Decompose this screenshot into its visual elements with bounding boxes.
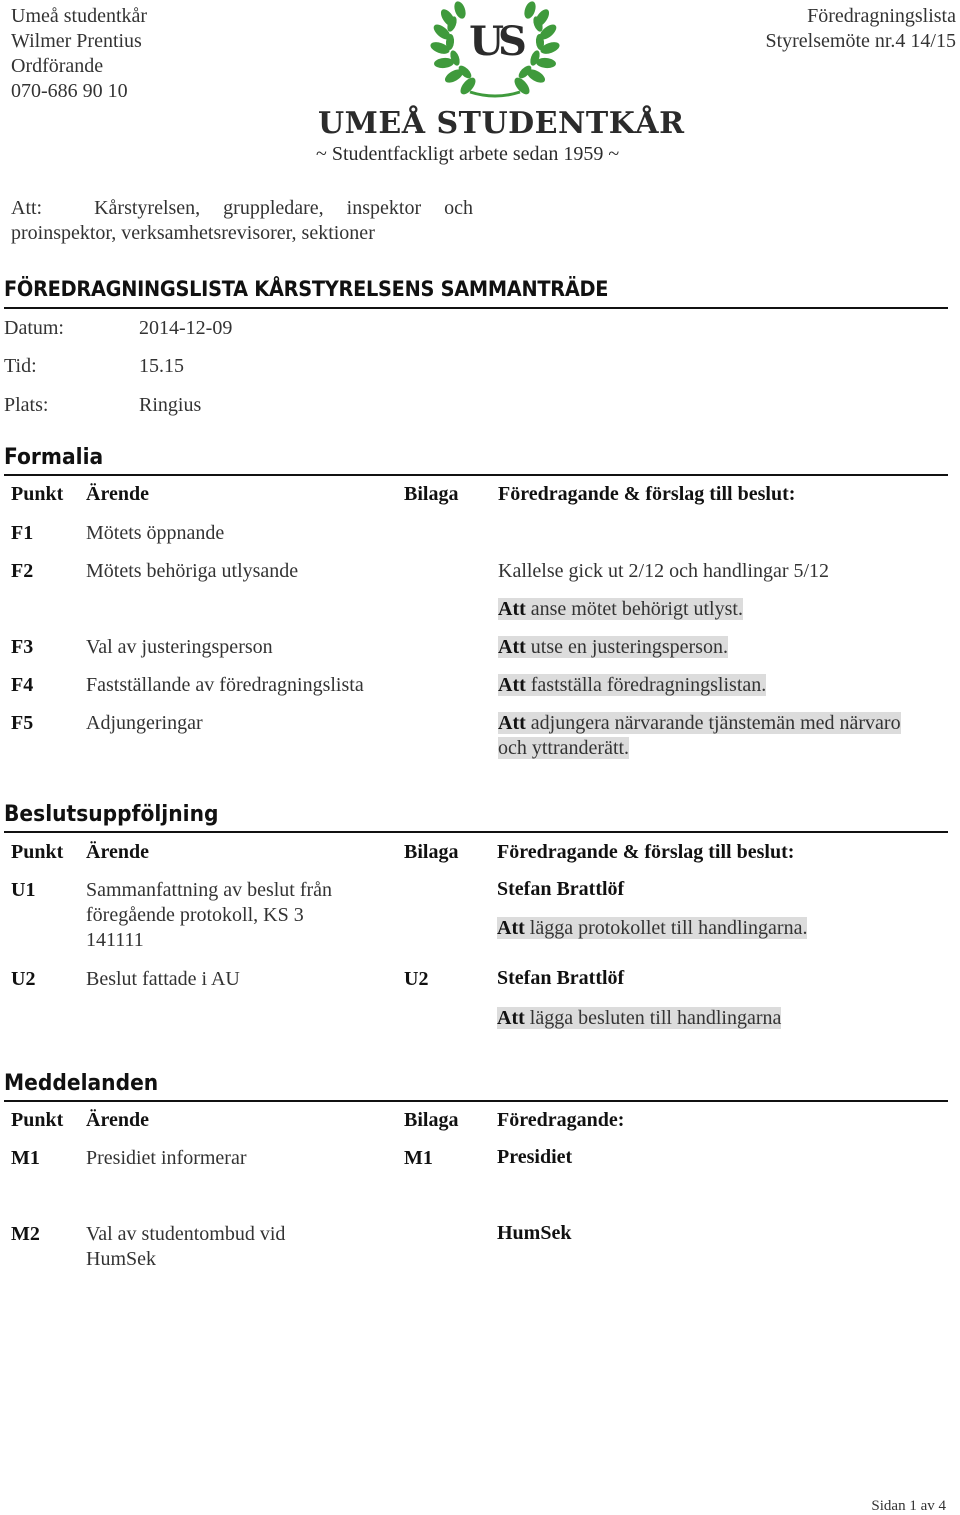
- page-number: Sidan 1 av 4: [871, 1498, 946, 1514]
- item-subject: [86, 1222, 285, 1272]
- date-value: 2014-12-09: [139, 317, 233, 339]
- col-header-arende: Ärende: [86, 1109, 149, 1131]
- logo-monogram: US: [469, 18, 521, 65]
- item-subject: Presidiet informerar: [86, 1147, 247, 1169]
- item-subject-line: Val av studentombud vid: [86, 1223, 286, 1245]
- section-title-uppfoljning: Beslutsuppföljning: [4, 802, 219, 827]
- proposal-text-line-2: och yttranderätt.: [498, 737, 630, 759]
- sender-role: Ordförande: [11, 55, 104, 77]
- proposal-rest: lägga besluten till handlingarna: [524, 1007, 782, 1029]
- date-label: Datum:: [4, 317, 64, 339]
- item-subject-line: föregående protokoll, KS 3: [86, 904, 304, 926]
- proposal-att: Att: [498, 712, 526, 734]
- item-code: U1: [11, 879, 36, 901]
- col-header-bilaga: Bilaga: [404, 483, 459, 505]
- item-subject: Fastställande av föredragningslista: [86, 674, 364, 696]
- recipients: [11, 196, 473, 246]
- logo-title: UMEÅ STUDENTKÅR: [318, 106, 685, 141]
- item-subject-line: Sammanfattning av beslut från: [86, 879, 333, 901]
- sender-phone: 070-686 90 10: [11, 80, 128, 102]
- col-header-proposal: Föredragande & förslag till beslut:: [497, 841, 795, 863]
- item-attachment: M1: [404, 1147, 433, 1169]
- sender-org: Umeå studentkår: [11, 5, 148, 27]
- item-code: M1: [11, 1147, 40, 1169]
- time-label: Tid:: [4, 355, 37, 377]
- section-title-meddelanden: Meddelanden: [4, 1071, 159, 1096]
- place-label: Plats:: [4, 394, 49, 416]
- col-header-bilaga: Bilaga: [404, 841, 459, 863]
- item-proposal: [498, 711, 901, 761]
- proposal-att: Att: [498, 636, 526, 658]
- item-presenter: Stefan Brattlöf: [497, 878, 625, 900]
- col-header-punkt: Punkt: [11, 483, 64, 505]
- item-code: F2: [11, 560, 34, 582]
- proposal-text: [497, 1007, 781, 1029]
- recipients-line-2: proinspektor, verksamhetsrevisorer, sektioner: [11, 222, 375, 244]
- recipients-line-1: [11, 196, 473, 221]
- item-subject: Mötets behöriga utlysande: [86, 560, 299, 582]
- item-subject-line: HumSek: [86, 1248, 156, 1270]
- item-code: F4: [11, 674, 34, 696]
- recipients-label: Att:: [11, 197, 43, 219]
- item-attachment: U2: [404, 968, 429, 990]
- title-rule: [4, 307, 948, 309]
- col-header-bilaga: Bilaga: [404, 1109, 459, 1131]
- proposal-text: [498, 636, 728, 658]
- logo-subtitle: ~ Studentfackligt arbete sedan 1959 ~: [316, 143, 620, 165]
- item-subject: Adjungeringar: [86, 712, 203, 734]
- item-subject: Beslut fattade i AU: [86, 968, 240, 990]
- proposal-text: [498, 674, 766, 696]
- proposal-text: [498, 598, 743, 620]
- item-proposal: [497, 916, 807, 941]
- proposal-att: Att: [497, 1007, 525, 1029]
- sender-block: [11, 4, 147, 104]
- item-proposal: [498, 673, 766, 698]
- item-code: F5: [11, 712, 34, 734]
- item-code: U2: [11, 968, 36, 990]
- item-presenter: HumSek: [497, 1222, 572, 1244]
- col-header-arende: Ärende: [86, 841, 149, 863]
- item-subject: [86, 878, 332, 953]
- proposal-text: [497, 917, 807, 939]
- item-code: F1: [11, 522, 34, 544]
- item-proposal: [497, 1006, 781, 1031]
- proposal-att: Att: [498, 674, 526, 696]
- col-header-punkt: Punkt: [11, 1109, 64, 1131]
- item-subject: Mötets öppnande: [86, 522, 225, 544]
- proposal-text-line-1: [498, 712, 901, 734]
- time-value: 15.15: [139, 355, 184, 377]
- item-presenter: Presidiet: [497, 1146, 573, 1168]
- item-note: Kallelse gick ut 2/12 och handlingar 5/12: [498, 560, 830, 582]
- item-proposal: [498, 597, 743, 622]
- proposal-rest: lägga protokollet till handlingarna.: [524, 917, 808, 939]
- section-rule: [4, 1100, 948, 1102]
- col-header-arende: Ärende: [86, 483, 149, 505]
- item-presenter: Stefan Brattlöf: [497, 967, 625, 989]
- item-code: M2: [11, 1223, 40, 1245]
- doc-meta: [765, 4, 956, 54]
- recipients-list: Kårstyrelsen, gruppledare, inspektor och: [94, 197, 473, 219]
- section-rule: [4, 831, 948, 833]
- page-title: FÖREDRAGNINGSLISTA KÅRSTYRELSENS SAMMANTRÄDE: [4, 277, 609, 301]
- meeting-number: Styrelsemöte nr.4 14/15: [765, 30, 956, 52]
- section-title-formalia: Formalia: [4, 445, 104, 470]
- item-subject: Val av justeringsperson: [86, 636, 273, 658]
- sender-name: Wilmer Prentius: [11, 30, 142, 52]
- proposal-att: Att: [498, 598, 526, 620]
- proposal-att: Att: [497, 917, 525, 939]
- section-rule: [4, 474, 948, 476]
- place-value: Ringius: [139, 394, 202, 416]
- col-header-punkt: Punkt: [11, 841, 64, 863]
- logo: [300, 0, 685, 175]
- col-header-proposal: Föredragande & förslag till beslut:: [498, 483, 796, 505]
- col-header-presenter: Föredragande:: [497, 1109, 625, 1131]
- item-proposal: [498, 635, 728, 660]
- proposal-rest: fastställa föredragningslistan.: [525, 674, 767, 696]
- doc-type: Föredragningslista: [807, 5, 956, 27]
- item-subject-line: 141111: [86, 929, 144, 951]
- proposal-rest: anse mötet behörigt utlyst.: [525, 598, 743, 620]
- item-code: F3: [11, 636, 34, 658]
- proposal-rest: utse en justeringsperson.: [525, 636, 728, 658]
- proposal-rest: adjungera närvarande tjänstemän med närvaro: [525, 712, 901, 734]
